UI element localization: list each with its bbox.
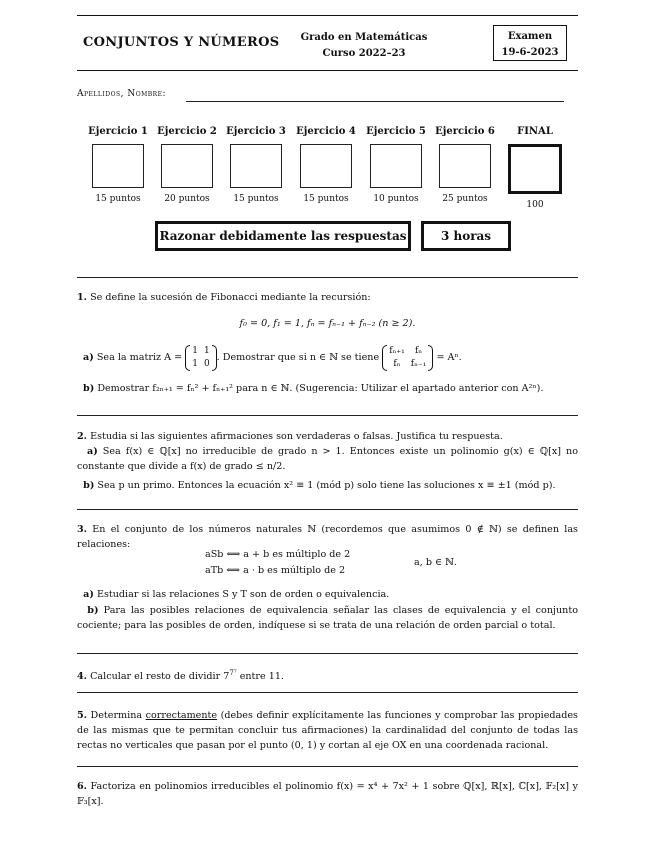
exercise-2a [77,444,578,474]
part-text: = Aⁿ. [436,352,462,363]
grade-points: 25 puntos [442,194,488,204]
divider [77,509,578,510]
exercise-text: Determina [90,710,143,721]
grade-box[interactable] [161,144,213,188]
notice-box: Razonar debidamente las respuestas [155,221,411,251]
grade-points: 15 puntos [233,194,279,204]
grade-label: Ejercicio 3 [226,126,286,137]
divider [77,766,578,767]
matrix-a: 1 1 1 0 [185,345,216,371]
grade-box[interactable] [439,144,491,188]
degree-name: Grado en Matemáticas [300,32,428,43]
grade-points: 15 puntos [303,194,349,204]
part-text: Demostrar f₂ₙ₊₁ = fₙ² + fₙ₊₁² para n ∈ ℕ. (Sugerencia: Utilizar el apartado anterior con A²ⁿ). [97,383,544,394]
part-text: Para las posibles relaciones de equivalencia señalar las clases de equivalencia y el conjunto cociente; para las posibles de orden, indíquese si se trata de una relación de orden parcial o total. [77,605,578,631]
divider [77,692,578,693]
exercise-1a [77,343,584,373]
exercise-1b [77,381,584,396]
exercise-2b [77,478,578,493]
relation-t: aTb ⟺ a · b es múltiplo de 2 [205,565,346,576]
part-text: Sea p un primo. Entonces la ecuación x² ≡ 1 (mód p) solo tiene las soluciones x ≡ ±1 (mód p). [97,480,556,491]
divider [77,277,578,278]
exponent: 7⁷ [229,669,237,677]
exercise-number: 3. [77,524,88,535]
top-rule [77,15,578,16]
exam-date: 19-6-2023 [501,47,559,58]
duration-box: 3 horas [421,221,511,251]
part-label: b) [83,480,95,491]
grade-label: Ejercicio 1 [88,126,148,137]
part-label: b) [87,605,99,616]
exercise-3a [77,587,578,602]
grade-cell-6 [435,126,495,204]
grade-points: 15 puntos [95,194,141,204]
emphasis: correctamente [145,710,218,721]
part-text: Sea la matriz A = [96,352,183,363]
grade-label: Ejercicio 6 [435,126,495,137]
exam-date-box [493,25,567,61]
grade-label: Ejercicio 4 [296,126,356,137]
exercise-text: (debes definir explícitamente las funciones y comprobar las propiedades de las mismas que te permitan concluir tus afirmaciones) la cardinalidad del conjunto de todas las rectas no verticales que pasan por el punto (0, 1) y cortan al eje OX en una coordenada racional. [77,710,578,751]
divider [77,653,578,654]
divider [77,415,578,416]
exercise-6 [77,779,578,809]
exercise-text: Factoriza en polinomios irreducibles el polinomio f(x) = x⁴ + 7x² + 1 sobre ℚ[x], ℝ[x], ℂ[x], 𝔽₂[x] y 𝔽₃[x]. [77,781,578,807]
exercise-text: Estudia si las siguientes afirmaciones son verdaderas o falsas. Justifica tu respuesta. [90,431,503,442]
relation-s: aSb ⟺ a + b es múltiplo de 2 [205,549,351,560]
grade-cell-4 [296,126,356,204]
exercise-text: Se define la sucesión de Fibonacci mediante la recursión: [90,292,371,303]
grade-points: 10 puntos [373,194,419,204]
grade-points: 20 puntos [164,194,210,204]
grade-label: Ejercicio 2 [157,126,217,137]
name-label: Apellidos, Nombre: [77,89,167,99]
part-label: a) [87,446,98,457]
part-text: . Demostrar que si n ∈ ℕ se tiene [216,352,380,363]
matrix-fibonacci: fₙ₊₁ fₙ fₙ fₙ₋₁ [382,345,433,371]
part-label: a) [83,352,94,363]
grade-cell-3 [226,126,286,204]
grade-box[interactable] [230,144,282,188]
exercise-4 [77,666,578,684]
grade-box[interactable] [370,144,422,188]
exercise-number: 1. [77,292,88,303]
exercise-text: En el conjunto de los números naturales ℕ (recordemos que asumimos 0 ∉ ℕ) se definen las relaciones: [77,524,578,550]
exercise-number: 6. [77,781,88,792]
name-input-line[interactable] [186,101,564,102]
grade-label: FINAL [517,126,553,137]
grade-label: Ejercicio 5 [366,126,426,137]
part-text: Estudiar si las relaciones S y T son de orden o equivalencia. [96,589,390,600]
header-rule [77,70,578,71]
relation-domain: a, b ∈ ℕ. [414,557,457,568]
exercise-3b [77,603,578,633]
grade-box-final[interactable] [508,144,562,194]
grade-cell-2 [157,126,217,204]
exam-label: Examen [507,31,553,42]
part-label: a) [83,589,94,600]
grade-cell-final [505,126,565,210]
exercise-number: 2. [77,431,88,442]
part-text: Sea f(x) ∈ ℚ[x] no irreducible de grado n > 1. Entonces existe un polinomio g(x) ∈ ℚ[x] no constante que divide a f(x) de grado ≤ n/2. [77,446,578,472]
grade-box[interactable] [92,144,144,188]
exercise-5 [77,708,578,753]
grade-points: 100 [526,200,544,210]
exercise-number: 5. [77,710,88,721]
grade-box[interactable] [300,144,352,188]
exercise-text: entre 11. [236,671,284,683]
exercise-2-intro [77,429,578,444]
grade-cell-1 [88,126,148,204]
grade-cell-5 [366,126,426,204]
exercise-number: 4. [77,671,88,683]
academic-year: Curso 2022–23 [322,48,406,59]
degree-info [290,30,438,62]
course-title: CONJUNTOS Y NÚMEROS [83,35,280,50]
part-label: b) [83,383,95,394]
exercise-1-formula: f₀ = 0, f₁ = 1, fₙ = fₙ₋₁ + fₙ₋₂ (n ≥ 2). [239,318,416,329]
exercise-text: Calcular el resto de dividir 7 [90,671,230,683]
exercise-1-intro [77,290,578,305]
